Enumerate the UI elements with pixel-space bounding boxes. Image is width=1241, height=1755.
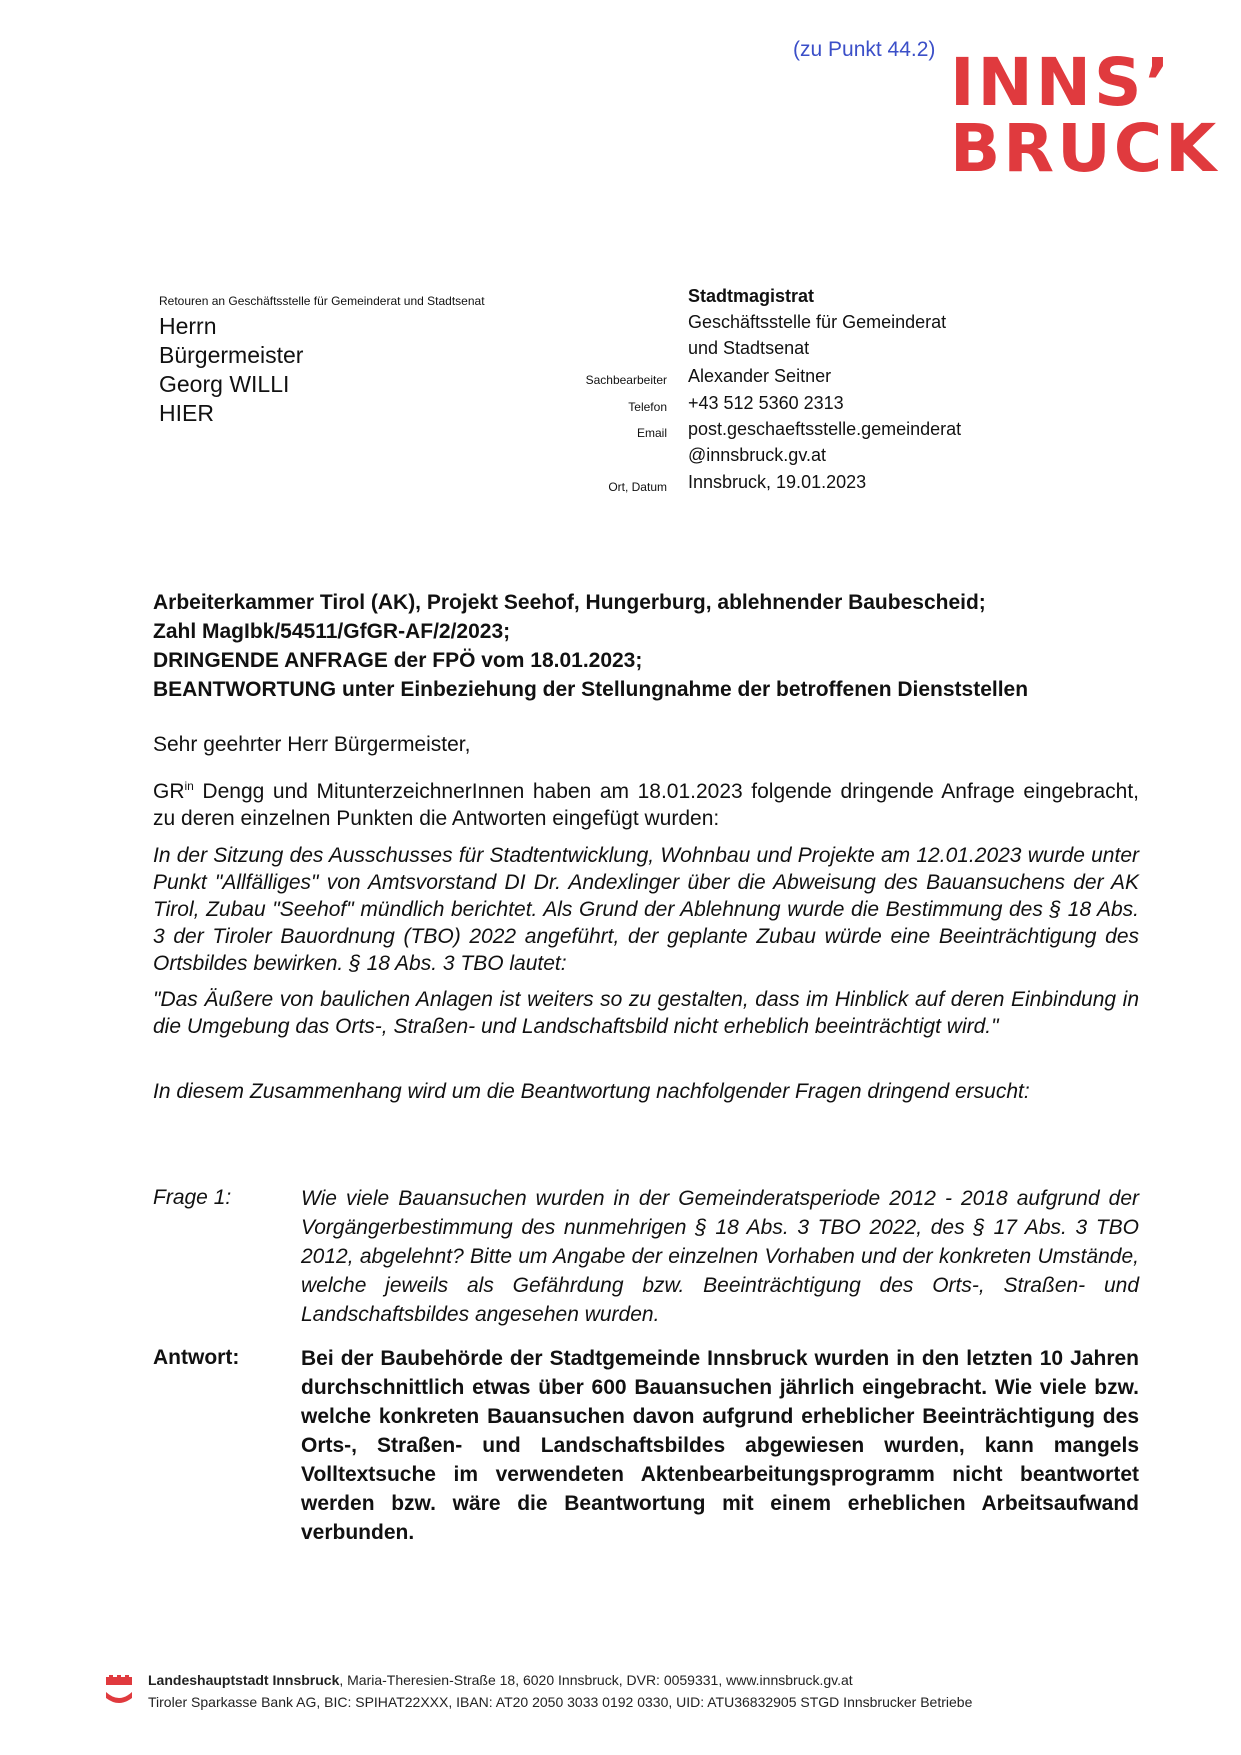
subject-line: Arbeiterkammer Tirol (AK), Projekt Seehof, Hungerburg, ablehnender Baubescheid;	[153, 591, 986, 614]
innsbruck-logo	[950, 44, 1220, 187]
return-note: Retouren an Geschäftsstelle für Gemeinderat und Stadtsenat	[159, 294, 485, 308]
question-label: Frage 1:	[153, 1186, 232, 1209]
logo-line-1: INNS’	[950, 44, 1173, 121]
sender-office-line-2: und Stadtsenat	[688, 338, 810, 358]
address-line: Bürgermeister	[159, 342, 304, 368]
subject-line: DRINGENDE ANFRAGE der FPÖ vom 18.01.2023;	[153, 649, 643, 672]
intro-prefix: GR	[153, 780, 185, 803]
intro-text: Dengg und MitunterzeichnerInnen haben am 18.01.2023 folgende dringende Anfrage eingebracht, zu deren einzelnen Punkten die Antworten eingefügt wurden:	[153, 780, 1139, 830]
answer-label: Antwort:	[153, 1346, 240, 1369]
address-line: Georg WILLI	[159, 371, 290, 397]
email-line-2: @innsbruck.gv.at	[688, 445, 826, 465]
reference-note: (zu Punkt 44.2)	[793, 38, 936, 61]
intro-paragraph	[153, 773, 1139, 832]
subject-block	[153, 588, 1028, 704]
address-line: HIER	[159, 400, 214, 426]
salutation: Sehr geehrter Herr Bürgermeister,	[153, 733, 471, 756]
sender-office-line-1: Geschäftsstelle für Gemeinderat	[688, 312, 947, 332]
email-line-1: post.geschaeftsstelle.gemeinderat	[688, 419, 962, 439]
place-date-label: Ort, Datum	[608, 480, 667, 494]
phone-value: +43 512 5360 2313	[688, 393, 844, 413]
place-date: Innsbruck, 19.01.2023	[688, 472, 867, 492]
clerk-name: Alexander Seitner	[688, 366, 832, 386]
sender-department: Stadtmagistrat	[688, 286, 815, 306]
answer-text: Bei der Baubehörde der Stadtgemeinde Innsbruck wurden in den letzten 10 Jahren durchschnittlich etwas über 600 Bauansuchen jährlich eingebracht. Wie viele bzw. welche konkreten Bauansuchen davon aufgrund erheblicher Beeinträchtigung des Orts-, Straßen- und Landschaftsbildes abgewiesen wurden, kann mangels Volltextsuche im verwendeten Aktenbearbeitungsprogramm nicht beantwortet werden bzw. wäre die Beantwortung mit einem erheblichen Arbeitsaufwand verbunden.	[301, 1347, 1139, 1544]
phone-label: Telefon	[628, 400, 667, 414]
request-paragraph: In diesem Zusammenhang wird um die Beantwortung nachfolgender Fragen dringend ersucht:	[153, 1080, 1030, 1103]
address-line: Herrn	[159, 313, 217, 339]
clerk-label: Sachbearbeiter	[585, 373, 667, 387]
footer-address: , Maria-Theresien-Straße 18, 6020 Innsbruck, DVR: 0059331, www.innsbruck.gv.at	[339, 1672, 853, 1688]
query-paragraph: In der Sitzung des Ausschusses für Stadtentwicklung, Wohnbau und Projekte am 12.01.2023 wurde unter Punkt "Allfälliges" von Amtsvorstand DI Dr. Andexlinger über die Abweisung des Bauansuchens der AK Tirol, Zubau "Seehof" mündlich berichtet. Als Grund der Ablehnung wurde die Bestimmung des § 18 Abs. 3 der Tiroler Bauordnung (TBO) 2022 angeführt, der geplante Zubau würde eine Beeinträchtigung des Ortsbildes bewirken. § 18 Abs. 3 TBO lautet:	[153, 844, 1139, 975]
question-text: Wie viele Bauansuchen wurden in der Gemeinderatsperiode 2012 - 2018 aufgrund der Vorgängerbestimmung des nunmehrigen § 18 Abs. 3 TBO 2022, des § 17 Abs. 3 TBO 2012, abgelehnt? Bitte um Angabe der einzelnen Vorhaben und der konkreten Umstände, welche jeweils als Gefährdung bzw. Beeinträchtigung des Orts-, Straßen- und Landschaftsbildes angesehen wurden.	[301, 1187, 1139, 1326]
subject-line: Zahl MagIbk/54511/GfGR-AF/2/2023;	[153, 620, 511, 643]
law-quote: "Das Äußere von baulichen Anlagen ist weiters so zu gestalten, dass im Hinblick auf deren Einbindung in die Umgebung das Orts-, Straßen- und Landschaftsbild nicht erheblich beeinträchtigt wird."	[153, 988, 1139, 1038]
logo-line-2: BRUCK	[950, 110, 1220, 187]
city-crest-icon	[104, 1674, 134, 1708]
intro-superscript: in	[184, 779, 194, 793]
footer-city-name: Landeshauptstadt Innsbruck	[148, 1672, 340, 1688]
email-label: Email	[636, 426, 667, 440]
footer-line-1	[148, 1672, 853, 1688]
subject-line: BEANTWORTUNG unter Einbeziehung der Stellungnahme der betroffenen Dienststellen	[153, 678, 1029, 701]
recipient-address	[159, 312, 303, 428]
footer-line-2: Tiroler Sparkasse Bank AG, BIC: SPIHAT22XXX, IBAN: AT20 2050 3033 0192 0330, UID: ATU36832905 STGD Innsbrucker Betriebe	[148, 1694, 973, 1710]
